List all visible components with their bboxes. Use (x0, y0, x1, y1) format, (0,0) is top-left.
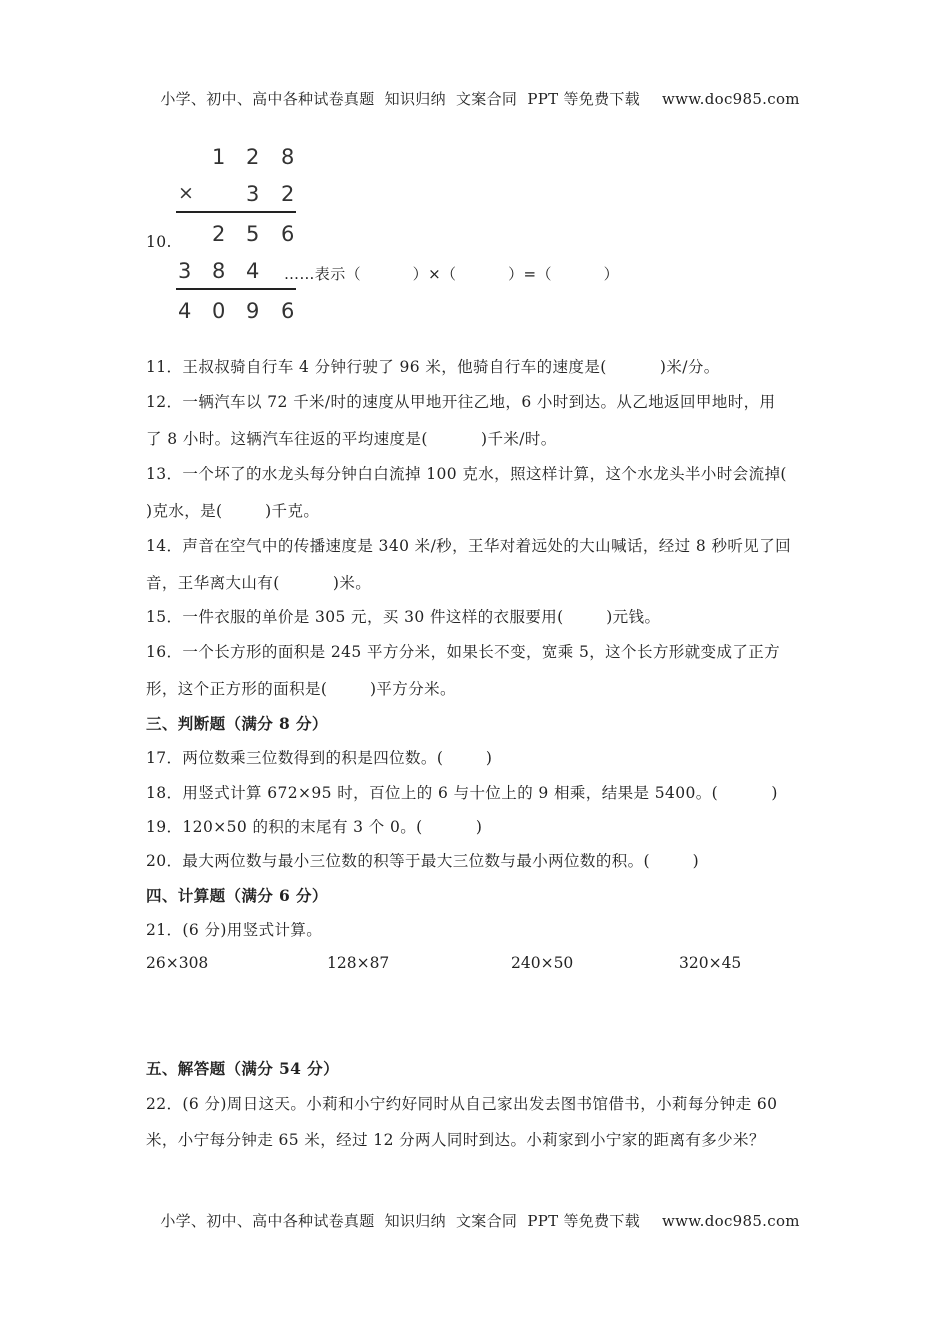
footer-url[interactable]: www.doc985.com (662, 1212, 800, 1230)
question-18: 18．用竖式计算 672×95 时，百位上的 6 与十位上的 9 相乘，结果是 5400。( ) (146, 784, 778, 802)
question-12-line-2: 了 8 小时。这辆汽车往返的平均速度是( )千米/时。 (146, 430, 557, 448)
partial-product-2-digit: 4 (246, 259, 260, 283)
calc-item-2: 128×87 (327, 954, 390, 972)
question-14-line-2: 音，王华离大山有( )米。 (146, 574, 372, 592)
multiplier-digit: 2 (281, 182, 295, 206)
q10-number: 10. (146, 233, 172, 251)
question-12-line-1: 12．一辆汽车以 72 千米/时的速度从甲地开往乙地，6 小时到达。从乙地返回甲地时，用 (146, 393, 776, 411)
question-22-line-1: 22．(6 分)周日这天。小莉和小宁约好同时从自己家出发去图书馆借书，小莉每分钟走 60 (146, 1095, 778, 1113)
question-17: 17．两位数乘三位数得到的积是四位数。( ) (146, 749, 493, 767)
header-text: 小学、初中、高中各种试卷真题 知识归纳 文案合同 PPT 等免费下载 (160, 90, 640, 108)
question-14-line-1: 14．声音在空气中的传播速度是 340 米/秒，王华对着远处的大山喊话，经过 8 秒听见了回 (146, 537, 792, 555)
page-header (0, 70, 950, 109)
multiplicand-digit: 8 (281, 145, 295, 169)
q10-caption: ……表示（ ）×（ ）=（ ） (284, 265, 619, 283)
calc-rule-bottom (176, 288, 296, 290)
question-13-line-1: 13．一个坏了的水龙头每分钟白白流掉 100 克水，照这样计算，这个水龙头半小时会流掉( (146, 465, 787, 483)
question-15: 15．一件衣服的单价是 305 元，买 30 件这样的衣服要用( )元钱。 (146, 608, 661, 626)
times-sign: × (178, 182, 194, 204)
calc-item-4: 320×45 (679, 954, 742, 972)
question-19: 19．120×50 的积的末尾有 3 个 0。( ) (146, 818, 483, 836)
question-22-line-2: 米，小宁每分钟走 65 米，经过 12 分两人同时到达。小莉家到小宁家的距离有多少米？ (146, 1131, 765, 1149)
page-footer (0, 1192, 950, 1231)
section-4-heading: 四、计算题（满分 6 分） (146, 886, 328, 905)
partial-product-1-digit: 2 (212, 222, 226, 246)
multiplicand-digit: 2 (246, 145, 260, 169)
question-21: 21．(6 分)用竖式计算。 (146, 921, 323, 939)
multiplier-digit: 3 (246, 182, 260, 206)
partial-product-1-digit: 6 (281, 222, 295, 246)
section-3-heading: 三、判断题（满分 8 分） (146, 714, 328, 733)
header-url[interactable]: www.doc985.com (662, 90, 800, 108)
result-digit: 0 (212, 299, 226, 323)
multiplicand-digit: 1 (212, 145, 226, 169)
partial-product-2-digit: 8 (212, 259, 226, 283)
calc-item-3: 240×50 (511, 954, 574, 972)
calc-rule-top (176, 211, 296, 213)
question-11: 11．王叔叔骑自行车 4 分钟行驶了 96 米，他骑自行车的速度是( )米/分。 (146, 358, 720, 376)
question-16-line-2: 形，这个正方形的面积是( )平方分米。 (146, 680, 456, 698)
result-digit: 6 (281, 299, 295, 323)
section-5-heading: 五、解答题（满分 54 分） (146, 1059, 339, 1078)
partial-product-2-digit: 3 (178, 259, 192, 283)
question-13-line-2: )克水，是( )千克。 (146, 502, 320, 520)
result-digit: 9 (246, 299, 260, 323)
partial-product-1-digit: 5 (246, 222, 260, 246)
result-digit: 4 (178, 299, 192, 323)
question-16-line-1: 16．一个长方形的面积是 245 平方分米，如果长不变，宽乘 5，这个长方形就变成了正方 (146, 643, 781, 661)
question-20: 20．最大两位数与最小三位数的积等于最大三位数与最小两位数的积。( ) (146, 852, 700, 870)
footer-text: 小学、初中、高中各种试卷真题 知识归纳 文案合同 PPT 等免费下载 (160, 1212, 640, 1230)
calc-item-1: 26×308 (146, 954, 209, 972)
